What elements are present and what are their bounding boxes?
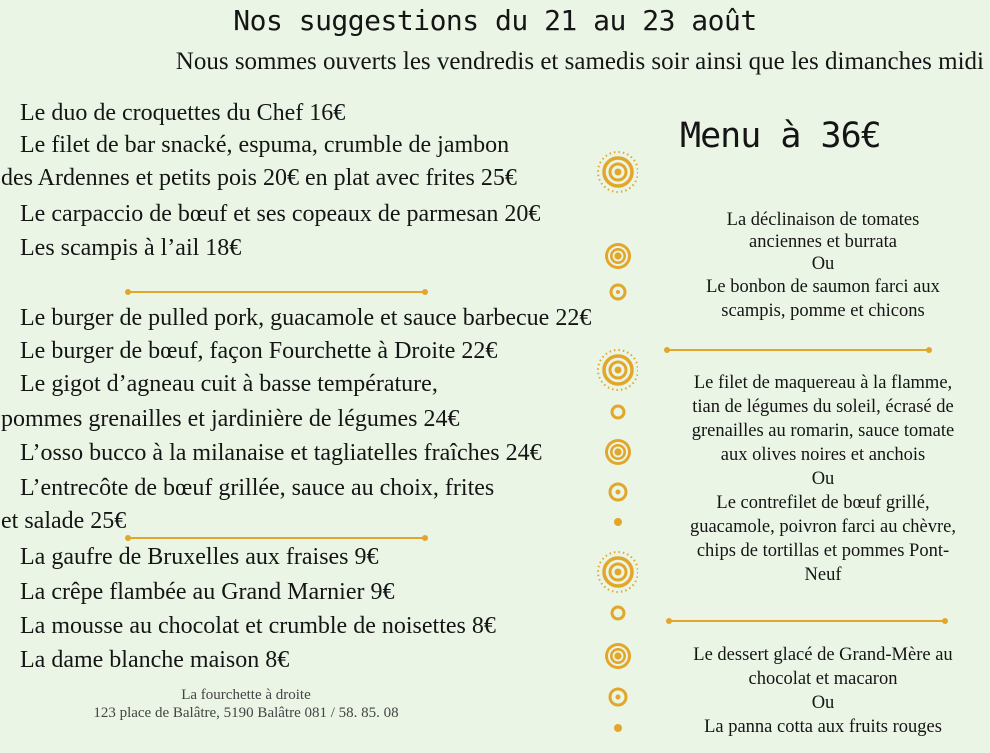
page-title: Nos suggestions du 21 au 23 août — [233, 4, 757, 37]
menu-item: L’entrecôte de bœuf grillée, sauce au choix, frites — [20, 475, 495, 501]
separator — [128, 537, 425, 539]
restaurant-name: La fourchette à droite — [181, 687, 311, 703]
menu-item: Le burger de bœuf, façon Fourchette à Droite 22€ — [20, 338, 498, 364]
menu-item: et salade 25€ — [1, 508, 127, 534]
decorative-column — [588, 140, 638, 740]
menu-line: grenailles au romarin, sauce tomate — [691, 421, 955, 441]
menu-line: Le dessert glacé de Grand-Mère au — [693, 645, 953, 665]
menu-item: Le filet de bar snacké, espuma, crumble de jambon — [20, 132, 510, 158]
menu-line: Le contrefilet de bœuf grillé, — [716, 493, 930, 513]
separator — [128, 291, 425, 293]
separator — [667, 349, 929, 351]
target-circle-icon — [605, 643, 631, 669]
menu-line: Le filet de maquereau à la flamme, — [693, 373, 953, 393]
menu-item: Le carpaccio de bœuf et ses copeaux de parmesan 20€ — [20, 201, 541, 227]
sun-circle-icon — [598, 552, 638, 592]
menu-line: anciennes et burrata — [749, 232, 897, 252]
target-circle-icon — [612, 607, 624, 619]
target-circle-icon — [612, 406, 624, 418]
menu-title: Menu à 36€ — [680, 116, 881, 156]
restaurant-address: 123 place de Balâtre, 5190 Balâtre 081 / 58. 85. 08 — [93, 705, 399, 721]
sun-circle-icon — [598, 152, 638, 192]
menu-item: La gaufre de Bruxelles aux fraises 9€ — [20, 544, 379, 570]
target-circle-icon — [605, 439, 631, 465]
menu-line: Ou — [811, 693, 835, 713]
dot-icon — [614, 724, 622, 732]
target-circle-icon — [610, 689, 626, 705]
menu-line: guacamole, poivron farci au chèvre, — [689, 517, 957, 537]
menu-line: chips de tortillas et pommes Pont- — [696, 541, 950, 561]
menu-item: des Ardennes et petits pois 20€ en plat avec frites 25€ — [1, 165, 517, 191]
menu-item: La crêpe flambée au Grand Marnier 9€ — [20, 579, 395, 605]
menu-line: Neuf — [804, 565, 842, 585]
menu-item: pommes grenailles et jardinière de légumes 24€ — [1, 406, 460, 432]
menu-line: La panna cotta aux fruits rouges — [704, 717, 942, 737]
opening-hours: Nous sommes ouverts les vendredis et samedis soir ainsi que les dimanches midi — [175, 48, 984, 75]
dot-icon — [614, 518, 622, 526]
menu-item: L’osso bucco à la milanaise et tagliatelles fraîches 24€ — [20, 440, 542, 466]
target-circle-icon — [611, 285, 625, 299]
menu-item: Le duo de croquettes du Chef 16€ — [20, 100, 346, 126]
menu-line: Le bonbon de saumon farci aux — [706, 277, 940, 297]
menu-item: Le burger de pulled pork, guacamole et sauce barbecue 22€ — [20, 305, 592, 331]
menu-item: Les scampis à l’ail 18€ — [20, 235, 242, 261]
menu-item: Le gigot d’agneau cuit à basse température, — [20, 371, 438, 397]
separator — [669, 620, 945, 622]
menu-line: Ou — [811, 469, 835, 489]
menu-line: La déclinaison de tomates — [726, 210, 920, 230]
sun-circle-icon — [598, 350, 638, 390]
menu-line: tian de légumes du soleil, écrasé de — [692, 397, 954, 417]
menu-line: Ou — [811, 254, 835, 274]
menu-line: chocolat et macaron — [748, 669, 898, 689]
target-circle-icon — [610, 484, 626, 500]
menu-line: aux olives noires et anchois — [720, 445, 926, 465]
menu-line: scampis, pomme et chicons — [721, 301, 925, 321]
target-circle-icon — [605, 243, 631, 269]
menu-item: La dame blanche maison 8€ — [20, 647, 290, 673]
menu-item: La mousse au chocolat et crumble de noisettes 8€ — [20, 613, 496, 639]
